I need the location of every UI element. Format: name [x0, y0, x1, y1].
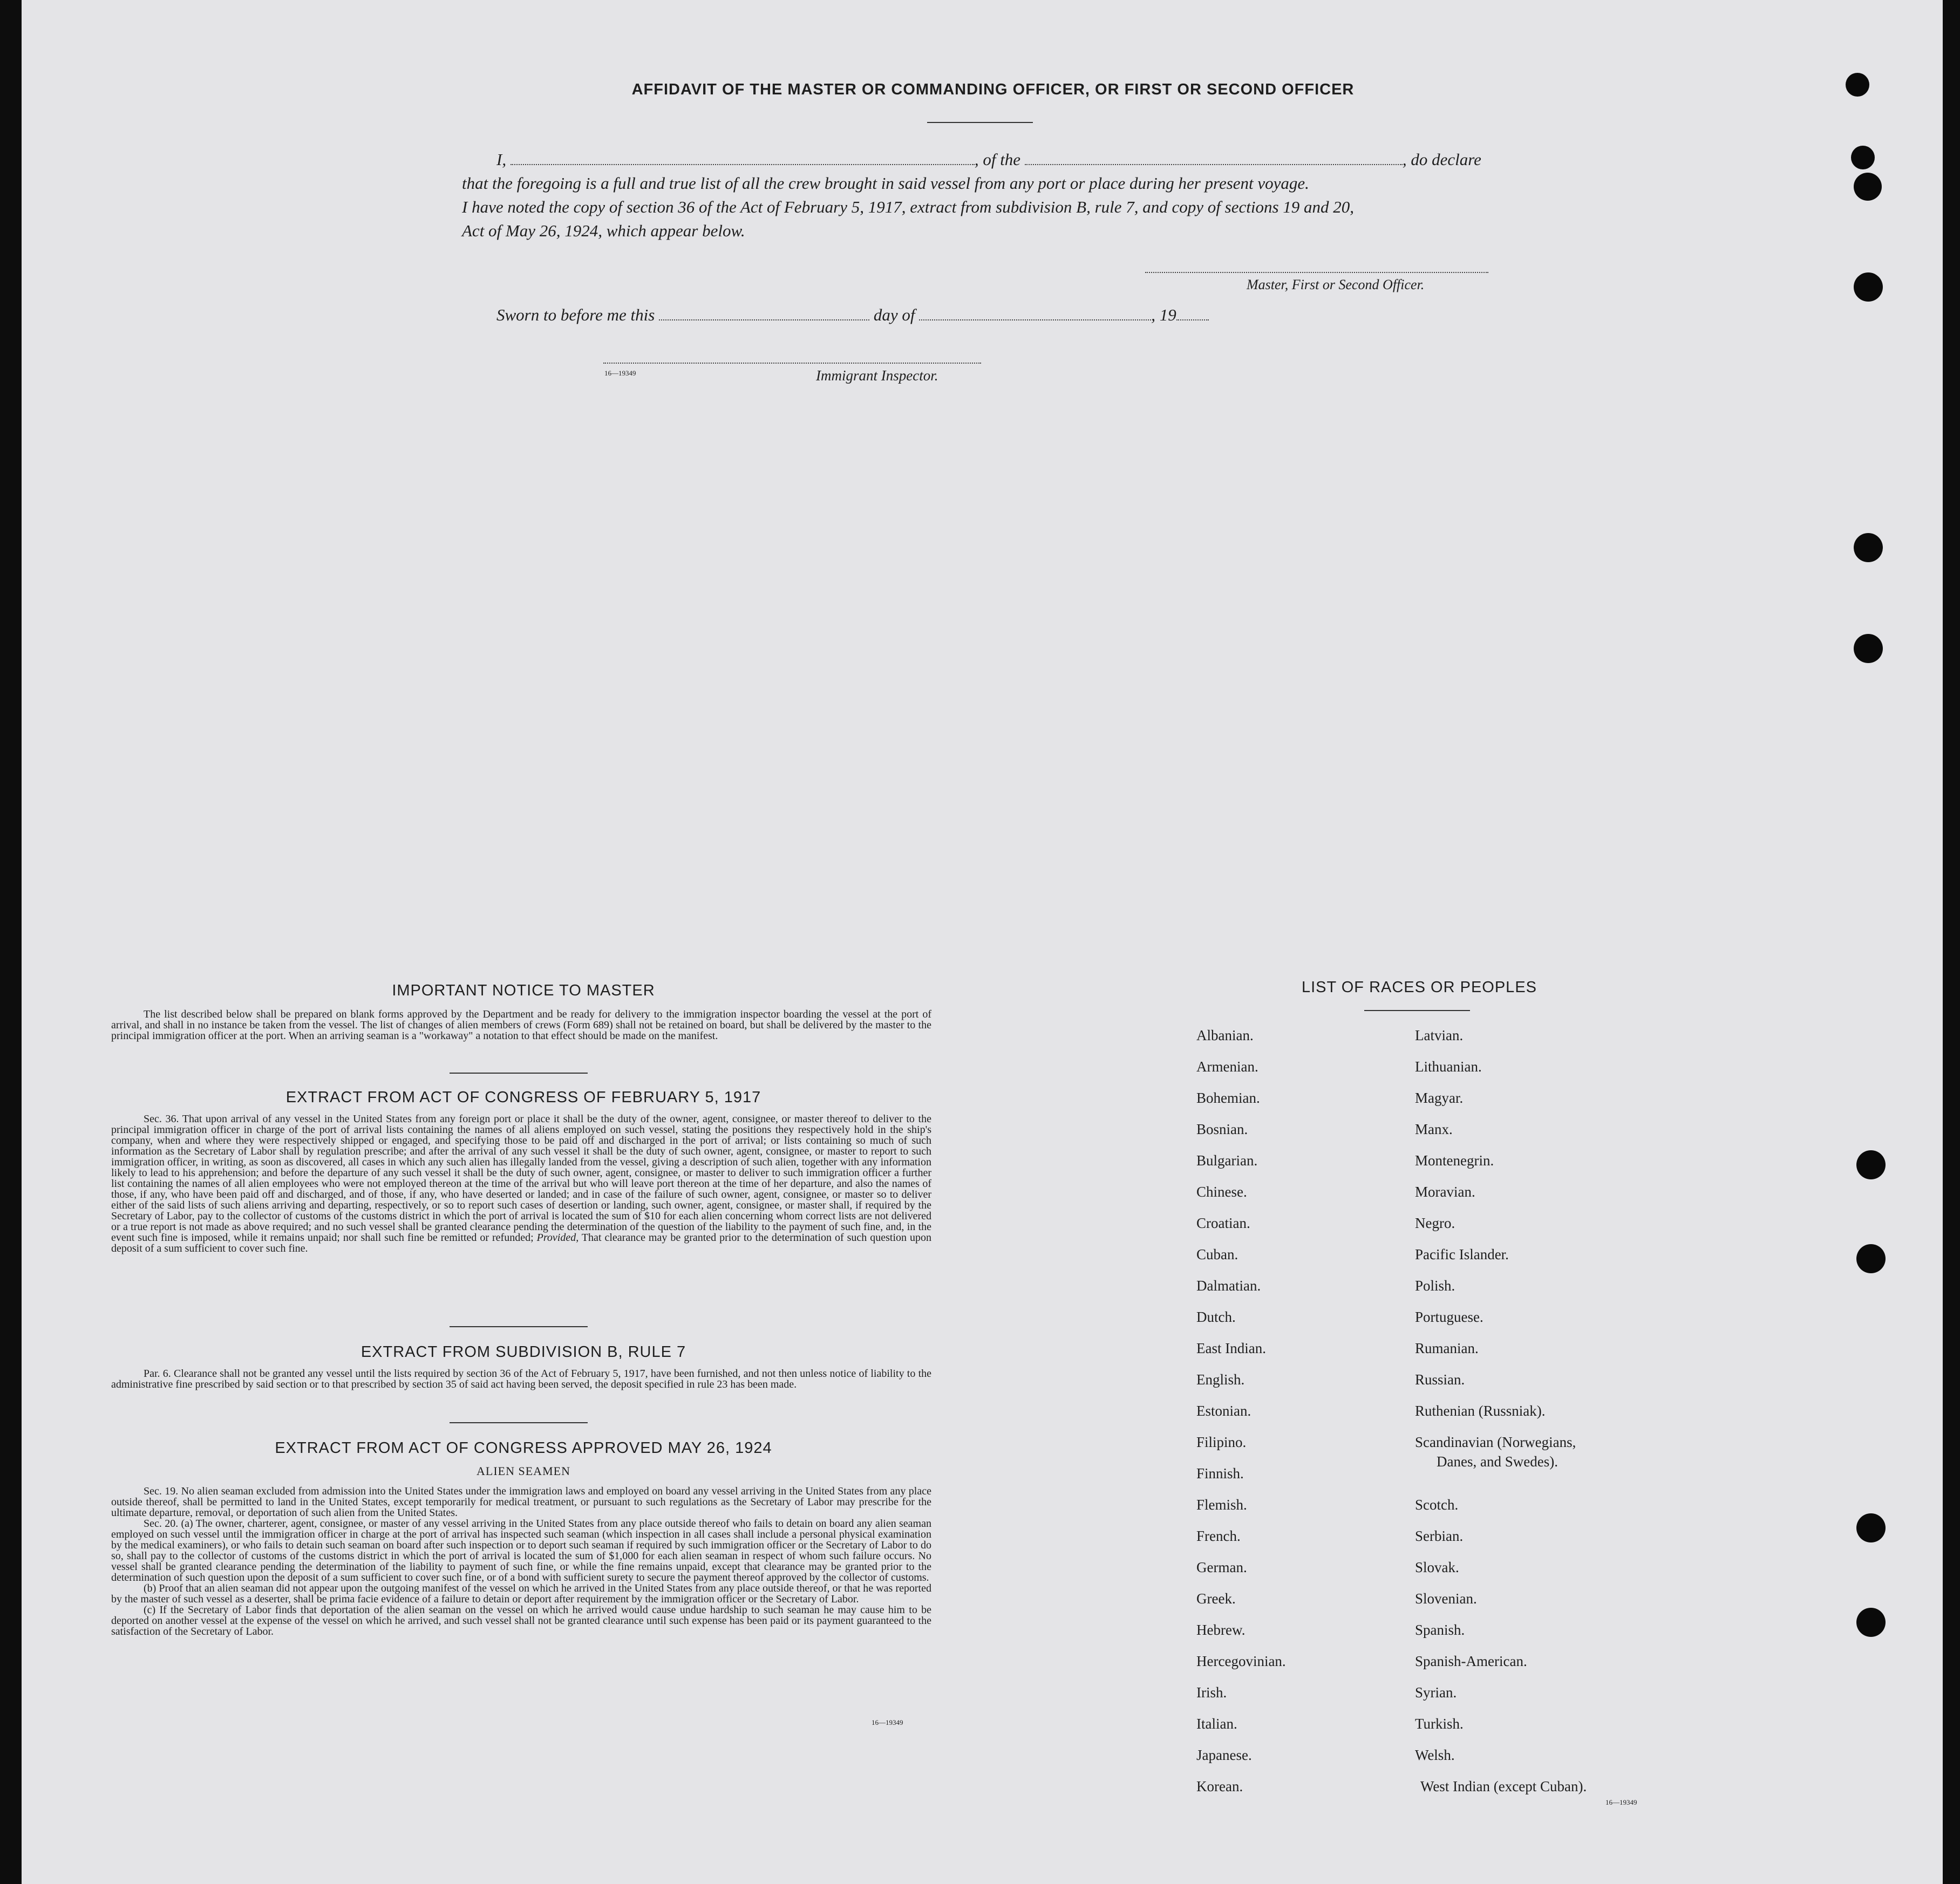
race-item: Greek.	[1196, 1591, 1236, 1607]
subdivision-b-title: EXTRACT FROM SUBDIVISION B, RULE 7	[360, 1343, 686, 1361]
race-item: Turkish.	[1415, 1716, 1464, 1732]
notice-paragraph: The list described below shall be prepared on blank forms approved by the Department and be ready for delivery to the immigration inspector boarding the vessel at the port of arrival, and shall in no instance be taken from the vessel. The list of changes of alien members of crews (Form 689) shall not be retained on board, but shall be delivered by the master to the principal immigration officer at the port. When an arriving seaman is a "workaway" a notation to that effect should be made on the manifest.	[111, 1008, 931, 1042]
race-item: Irish.	[1196, 1684, 1227, 1701]
race-item: Slovenian.	[1415, 1591, 1477, 1607]
race-item: Spanish-American.	[1415, 1653, 1527, 1669]
sworn-year-field[interactable]	[1176, 314, 1209, 320]
form-page	[22, 0, 1943, 1884]
punch-hole	[1856, 1513, 1886, 1542]
sworn-label: Sworn to before me this	[496, 305, 655, 324]
punch-hole	[1854, 533, 1883, 562]
race-item: French.	[1196, 1528, 1241, 1544]
race-item: Chinese.	[1196, 1184, 1247, 1200]
extract-1924-text	[111, 1486, 931, 1637]
title-divider	[927, 122, 1033, 123]
races-form-number: 16—19349	[1605, 1798, 1637, 1806]
race-item: Moravian.	[1415, 1184, 1475, 1200]
punch-hole	[1854, 173, 1882, 201]
race-item: Magyar.	[1415, 1090, 1464, 1106]
race-item: Albanian.	[1196, 1027, 1254, 1043]
declaration-line-2: that the foregoing is a full and true list of all the crew brought in said vessel from any port or place during her present voyage.	[462, 174, 1309, 193]
race-item: Manx.	[1415, 1121, 1453, 1137]
race-item: Dalmatian.	[1196, 1278, 1261, 1294]
race-item: Bulgarian.	[1196, 1152, 1258, 1169]
notice-title: IMPORTANT NOTICE TO MASTER	[392, 982, 655, 999]
punch-hole	[1846, 73, 1869, 97]
race-item: Latvian.	[1415, 1027, 1464, 1043]
section-divider	[450, 1326, 588, 1327]
race-item: Cuban.	[1196, 1246, 1238, 1262]
master-signature-label: Master, First or Second Officer.	[1247, 277, 1425, 292]
section-20a-paragraph: Sec. 20. (a) The owner, charterer, agent, consignee, or master of any vessel arriving in the United States from any place outside thereof who fails to detain on board any alien seaman employed on such vessel until the immigration officer in charge at the port of arrival has inspected such seaman (which inspection in all cases shall include a personal physical examination by the medical examiners), or who fails to detain such seaman on board after such inspection or to deport such seaman if required by such immigration officer or the Secretary of Labor to do so, shall pay to the collector of customs of the customs district in which the port of arrival is located the sum of $1,000 for each alien seaman in respect of whom such failure occurs. No vessel shall be granted clearance pending the determination of the liability to payment of such fine, or while the fine remains unpaid, except that clearance may be granted prior to the determination of such question upon the deposit of a sum sufficient to cover such fine, or of a bond with sufficient surety to secure the payment thereof approved by the collector of customs.	[111, 1518, 931, 1583]
sworn-month-field[interactable]	[919, 314, 1151, 320]
race-item: Scotch.	[1415, 1497, 1459, 1513]
races-title: LIST OF RACES OR PEOPLES	[1301, 979, 1537, 996]
race-item: Croatian.	[1196, 1215, 1250, 1231]
section-20c-paragraph: (c) If the Secretary of Labor finds that deportation of the alien seaman on the vessel on which he arrived would cause undue hardship to such seaman he may cause him to be deported on another vessel at the expense of the vessel on which he arrived, and such vessel shall not be granted clearance until such expense has been paid or its payment guaranteed to the satisfaction of the Secretary of Labor.	[111, 1604, 931, 1637]
vessel-name-field[interactable]	[1025, 159, 1403, 165]
extract-1917-text	[111, 1114, 931, 1254]
section-divider	[450, 1422, 588, 1423]
race-item: Hercegovinian.	[1196, 1653, 1286, 1669]
declaration-line-4: Act of May 26, 1924, which appear below.	[462, 221, 745, 240]
race-item: Lithuanian.	[1415, 1059, 1482, 1075]
race-item: Finnish.	[1196, 1465, 1244, 1482]
race-item: Pacific Islander.	[1415, 1246, 1509, 1262]
race-item: Ruthenian (Russniak).	[1415, 1403, 1546, 1419]
race-item: Negro.	[1415, 1215, 1455, 1231]
section-36-body: Sec. 36. That upon arrival of any vessel in the United States from any foreign port or place it shall be the duty of the owner, agent, consignee, or master thereof to deliver to the principal immigration officer in charge of the port of arrival lists containing the names of all aliens employed on such vessel, stating the positions they respectively hold in the ship's company, when and where they were respectively shipped or engaged, and specifying those to be paid off and discharged in the port of arrival; or lists containing so much of such information as the Secretary of Labor shall by regulation prescribe; and after the arrival of any such vessel it shall be the duty of such owner, agent, consignee, or master to report to such immigration officer, in writing, as soon as discovered, all cases in which any such alien has illegally landed from the vessel, giving a description of such alien, together with any information likely to lead to his apprehension; and before the departure of any such vessel it shall be the duty of such owner, agent, consignee, or master to deliver to such immigration officer a further list containing the names of all alien employees who were not employed thereon at the time of the arrival but who will leave port thereon at the time of her departure, and also the names of those, if any, who have been paid off and discharged, and of those, if any, who have deserted or landed; and in case of the failure of such owner, agent, consignee, or master so to deliver either of the said lists of such aliens arriving and departing, respectively, or so to report such cases of desertion or landing, such owner, agent, consignee, or master shall, if required by the Secretary of Labor, pay to the collector of customs of the customs district in which the port of arrival is located the sum of $10 for each alien concerning whom correct lists are not delivered or a true report is not made as above required; and no such vessel shall be granted clearance pending the determination of the question of the liability to the payment of such fine, and, in the event such fine is imposed, while it remains unpaid; nor shall such fine be remitted or refunded;	[111, 1113, 931, 1244]
day-of-label: day of	[873, 305, 915, 324]
punch-hole	[1856, 1244, 1886, 1273]
extract-form-number: 16—19349	[872, 1718, 903, 1726]
section-36-paragraph	[111, 1114, 931, 1254]
race-item: Dutch.	[1196, 1309, 1236, 1325]
alien-seamen-subtitle: ALIEN SEAMEN	[477, 1464, 570, 1478]
race-item: West Indian (except Cuban).	[1420, 1778, 1587, 1794]
section-divider	[450, 1073, 588, 1074]
race-item: Armenian.	[1196, 1059, 1258, 1075]
extract-1917-title: EXTRACT FROM ACT OF CONGRESS OF FEBRUARY 5, 1917	[285, 1089, 761, 1106]
declarant-name-field[interactable]	[511, 159, 975, 165]
race-item: Filipino.	[1196, 1434, 1247, 1450]
race-item: Korean.	[1196, 1778, 1243, 1794]
declaration-line-1	[496, 148, 1549, 172]
punch-hole	[1856, 1150, 1886, 1179]
race-item: Flemish.	[1196, 1497, 1247, 1513]
do-declare-label: , do declare	[1402, 150, 1481, 169]
punch-hole	[1856, 1608, 1886, 1637]
race-item: Spanish.	[1415, 1622, 1465, 1638]
affidavit-title: AFFIDAVIT OF THE MASTER OR COMMANDING OFFICER, OR FIRST OR SECOND OFFICER	[631, 81, 1355, 98]
subdivision-b-text	[111, 1368, 931, 1390]
race-item: Serbian.	[1415, 1528, 1464, 1544]
section-19-paragraph: Sec. 19. No alien seaman excluded from admission into the United States under the immigration laws and employed on board any vessel arriving in the United States from any place outside thereof, shall be permitted to land in the United States, except temporarily for medical treatment, or pursuant to such regulations as the Secretary of Labor may prescribe for the ultimate departure, removal, or deportation of such alien from the United States.	[111, 1485, 931, 1519]
race-item: Japanese.	[1196, 1747, 1252, 1763]
provided-word: Provided,	[536, 1232, 579, 1244]
year-prefix-label: , 19	[1151, 305, 1176, 324]
section-20b-paragraph: (b) Proof that an alien seaman did not appear upon the outgoing manifest of the vessel on which he arrived in the United States from any place outside thereof, or that he was reported by the master of such vessel as a deserter, shall be prima facie evidence of a failure to detain or deport after requirement by the immigration officer or the Secretary of Labor.	[111, 1582, 931, 1605]
race-item: Slovak.	[1415, 1559, 1459, 1575]
sworn-day-field[interactable]	[659, 314, 869, 320]
race-item: Bosnian.	[1196, 1121, 1248, 1137]
sworn-line	[496, 303, 1306, 327]
affidavit-form-number: 16—19349	[604, 369, 636, 377]
punch-hole	[1854, 634, 1883, 663]
race-item: Welsh.	[1415, 1747, 1455, 1763]
notice-text	[111, 1009, 931, 1041]
declarant-prefix: I,	[496, 150, 507, 169]
section-36-proviso: That clearance may be granted prior to the determination of such question upon deposit of a sum sufficient to cover such fine.	[111, 1232, 932, 1254]
race-item: Portuguese.	[1415, 1309, 1483, 1325]
race-item: Polish.	[1415, 1278, 1455, 1294]
paragraph-6: Par. 6. Clearance shall not be granted any vessel until the lists required by section 36 of the Act of February 5, 1917, have been furnished, and not then unless notice of liability to the administrative fine prescribed by said section or to that prescribed by section 35 of said act having been served, the deposit specified in rule 23 has been made.	[111, 1368, 931, 1390]
of-the-label: , of the	[974, 150, 1021, 169]
race-item: Scandinavian (Norwegians,	[1415, 1434, 1576, 1450]
inspector-label: Immigrant Inspector.	[816, 367, 938, 384]
race-item: Hebrew.	[1196, 1622, 1246, 1638]
extract-1924-title: EXTRACT FROM ACT OF CONGRESS APPROVED MAY 26, 1924	[275, 1439, 772, 1457]
race-item: English.	[1196, 1371, 1245, 1388]
race-item: Estonian.	[1196, 1403, 1251, 1419]
race-item: Rumanian.	[1415, 1340, 1479, 1356]
punch-hole	[1851, 146, 1875, 169]
punch-hole	[1854, 272, 1883, 302]
race-item: East Indian.	[1196, 1340, 1266, 1356]
race-item: Montenegrin.	[1415, 1152, 1494, 1169]
race-item: Bohemian.	[1196, 1090, 1260, 1106]
declaration-line-3: I have noted the copy of section 36 of the Act of February 5, 1917, extract from subdivision B, rule 7, and copy of sections 19 and 20,	[462, 197, 1355, 216]
race-item: Syrian.	[1415, 1684, 1457, 1701]
race-item: Russian.	[1415, 1371, 1465, 1388]
race-item: Italian.	[1196, 1716, 1237, 1732]
race-item: German.	[1196, 1559, 1247, 1575]
race-item-continuation: Danes, and Swedes).	[1437, 1453, 1558, 1470]
races-divider	[1364, 1010, 1470, 1011]
